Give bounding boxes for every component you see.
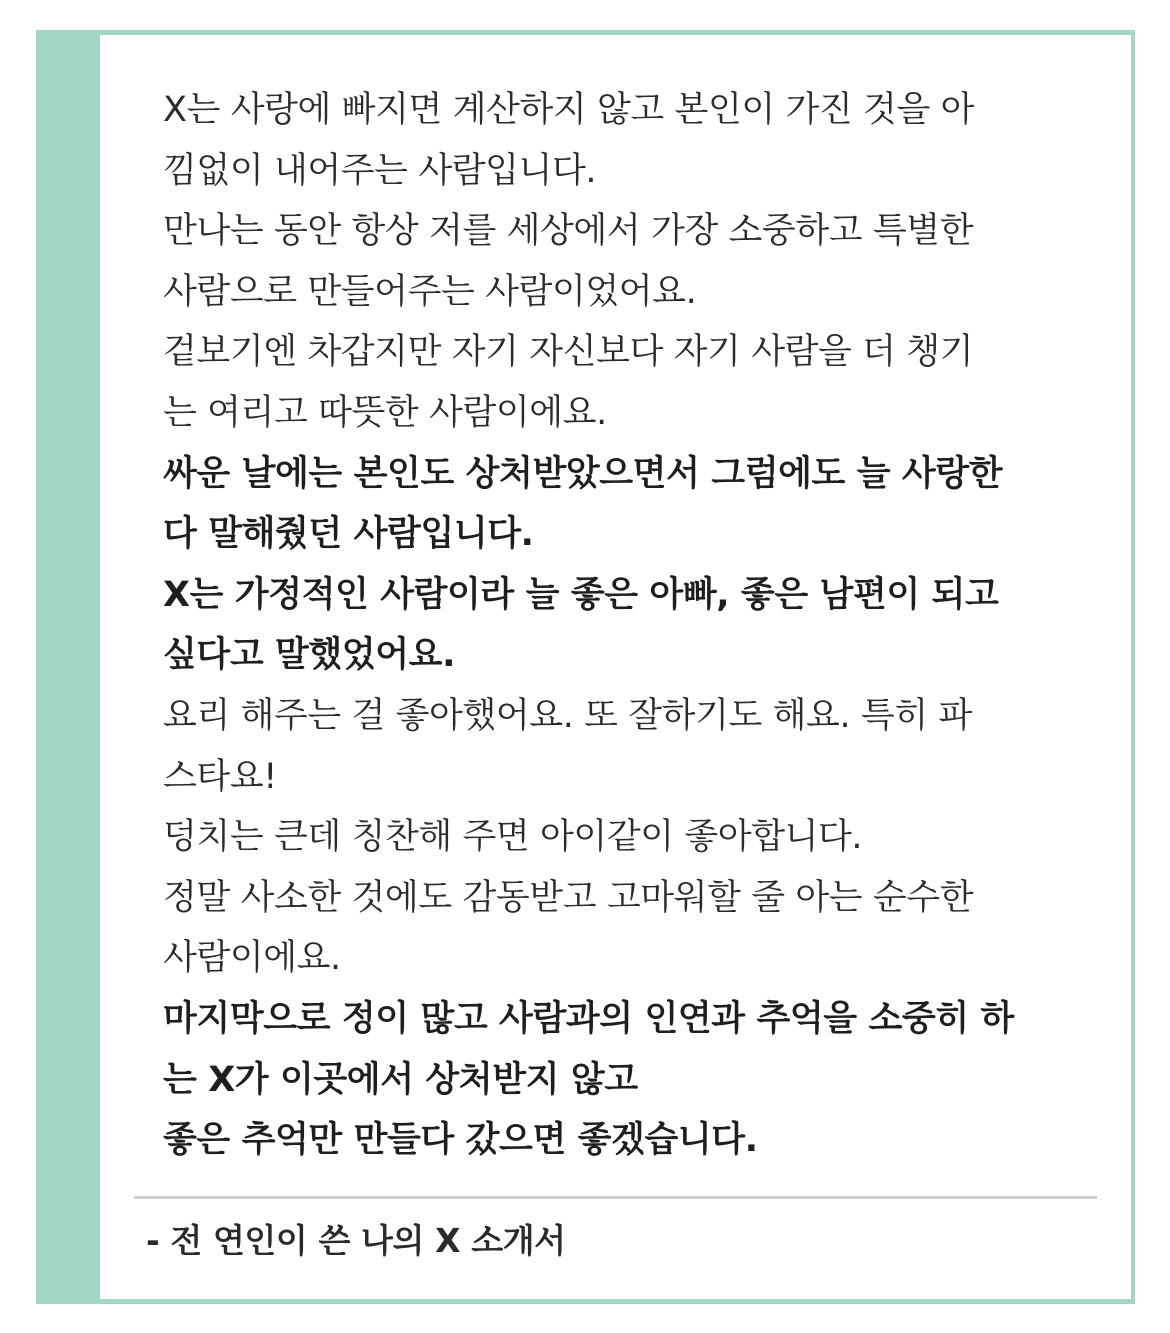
quote-line-bold: 싶다고 말했었어요. bbox=[163, 635, 455, 676]
quote-line: 겉보기엔 차갑지만 자기 자신보다 자기 사람을 더 챙기 bbox=[163, 332, 974, 373]
quote-line: 스타요! bbox=[163, 756, 277, 797]
quote-frame bbox=[36, 30, 1135, 1304]
quote-line-bold: 는 X가 이곳에서 상처받지 않고 bbox=[163, 1059, 638, 1100]
attribution: - 전 연인이 쓴 나의 X 소개서 bbox=[146, 1221, 566, 1260]
quote-line: 만나는 동안 항상 저를 세상에서 가장 소중하고 특별한 bbox=[163, 211, 974, 252]
quote-line-bold: 다 말해줬던 사람입니다. bbox=[163, 514, 534, 555]
quote-line-bold: 마지막으로 정이 많고 사람과의 인연과 추억을 소중히 하 bbox=[163, 998, 1014, 1039]
quote-line: 사람이에요. bbox=[163, 938, 341, 979]
quote-line-bold: 싸운 날에는 본인도 상처받았으면서 그럼에도 늘 사랑한 bbox=[163, 453, 1003, 494]
quote-line: 요리 해주는 걸 좋아했어요. 또 잘하기도 해요. 특히 파 bbox=[163, 695, 972, 736]
quote-line: 사람으로 만들어주는 사람이었어요. bbox=[163, 271, 697, 312]
quote-line: X는 사랑에 빠지면 계산하지 않고 본인이 가진 것을 아 bbox=[163, 90, 974, 130]
quote-body bbox=[163, 80, 1073, 1171]
divider bbox=[134, 1196, 1097, 1199]
quote-line: 덩치는 큰데 칭찬해 주면 아이같이 좋아합니다. bbox=[163, 817, 863, 858]
quote-card bbox=[100, 35, 1131, 1299]
quote-line: 는 여리고 따뜻한 사람이에요. bbox=[163, 392, 607, 433]
quote-line-bold: 좋은 추억만 만들다 갔으면 좋겠습니다. bbox=[163, 1120, 758, 1161]
quote-line: 낌없이 내어주는 사람입니다. bbox=[163, 150, 597, 191]
quote-line: 정말 사소한 것에도 감동받고 고마워할 줄 아는 순수한 bbox=[163, 877, 974, 918]
quote-line-bold: X는 가정적인 사람이라 늘 좋은 아빠, 좋은 남편이 되고 bbox=[163, 574, 999, 615]
